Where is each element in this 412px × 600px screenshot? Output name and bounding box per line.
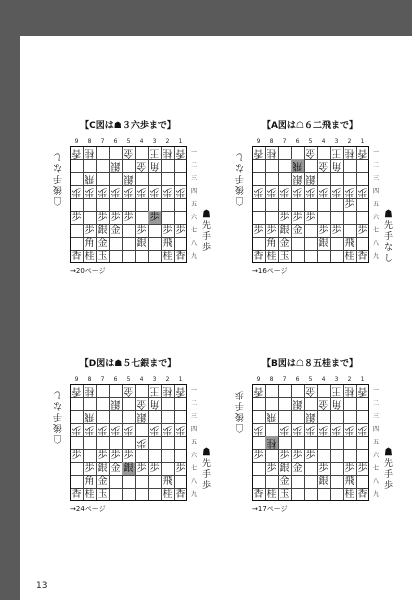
column-label: 8 xyxy=(87,138,92,145)
column-label: 6 xyxy=(295,376,300,383)
gote-piece: 歩 xyxy=(84,186,95,197)
row-label: 七 xyxy=(190,465,197,472)
sente-piece: 飛 xyxy=(162,238,173,249)
column-label: 4 xyxy=(139,376,144,383)
gote-piece: 歩 xyxy=(344,424,355,435)
row-label: 七 xyxy=(190,227,197,234)
sente-piece: 金 xyxy=(97,476,108,487)
gote-piece: 歩 xyxy=(71,186,82,197)
sente-piece: 歩 xyxy=(123,450,134,461)
sente-piece: 銀 xyxy=(136,238,147,249)
sente-piece: 桂 xyxy=(84,489,95,500)
sente-piece: 香 xyxy=(253,489,264,500)
gote-piece: 歩 xyxy=(175,424,186,435)
sente-piece: 桂 xyxy=(344,489,355,500)
gote-piece: 飛 xyxy=(266,411,277,422)
sente-piece: 玉 xyxy=(97,251,108,262)
shogi-board xyxy=(70,384,187,501)
sente-piece: 歩 xyxy=(266,225,277,236)
sente-piece: 角 xyxy=(84,238,95,249)
sente-piece: 歩 xyxy=(84,463,95,474)
gote-piece: 金 xyxy=(136,160,147,171)
sente-piece: 歩 xyxy=(149,463,160,474)
gote-piece: 桂 xyxy=(84,147,95,158)
row-label: 一 xyxy=(372,387,379,394)
row-label: 五 xyxy=(372,439,379,446)
column-label: 5 xyxy=(126,376,131,383)
column-label: 9 xyxy=(256,376,261,383)
gote-piece: 角 xyxy=(331,398,342,409)
diagram-b xyxy=(220,356,400,516)
column-label: 2 xyxy=(165,138,170,145)
row-label: 七 xyxy=(372,465,379,472)
gote-piece: 歩 xyxy=(123,424,134,435)
row-label: 八 xyxy=(372,478,379,485)
page-reference: →24ページ xyxy=(70,505,106,513)
sente-piece: 歩 xyxy=(331,225,342,236)
gote-piece: 香 xyxy=(71,147,82,158)
sente-piece: 歩 xyxy=(279,212,290,223)
sente-piece: 香 xyxy=(357,489,368,500)
sente-piece: 歩 xyxy=(253,450,264,461)
column-label: 4 xyxy=(321,138,326,145)
row-label: 三 xyxy=(190,175,197,182)
column-label: 1 xyxy=(178,376,183,383)
column-label: 8 xyxy=(269,138,274,145)
sente-piece: 銀 xyxy=(318,238,329,249)
sente-hand: ☗先手 歩 xyxy=(383,448,393,491)
sente-piece: 歩 xyxy=(97,450,108,461)
sente-piece: 香 xyxy=(357,251,368,262)
row-label: 一 xyxy=(372,149,379,156)
gote-piece: 香 xyxy=(357,147,368,158)
gote-piece: 金 xyxy=(305,147,316,158)
page-number: 13 xyxy=(36,581,48,591)
gote-piece: 歩 xyxy=(318,424,329,435)
sente-piece: 銀 xyxy=(279,463,290,474)
gote-piece: 銀 xyxy=(110,160,121,171)
row-label: 六 xyxy=(372,452,379,459)
gote-piece: 歩 xyxy=(357,186,368,197)
gote-piece: 銀 xyxy=(292,398,303,409)
row-label: 四 xyxy=(372,426,379,433)
gote-piece: 香 xyxy=(175,147,186,158)
sente-piece: 角 xyxy=(84,476,95,487)
column-label: 3 xyxy=(152,138,157,145)
gote-piece: 桂 xyxy=(162,147,173,158)
gote-piece: 歩 xyxy=(149,424,160,435)
diagram-a xyxy=(220,118,400,278)
sente-piece: 金 xyxy=(279,476,290,487)
gote-piece: 王 xyxy=(331,147,342,158)
gote-piece: 桂 xyxy=(266,147,277,158)
row-label: 九 xyxy=(190,253,197,260)
row-label: 四 xyxy=(190,426,197,433)
sente-piece: 香 xyxy=(71,251,82,262)
gote-piece: 王 xyxy=(149,147,160,158)
column-label: 2 xyxy=(347,376,352,383)
row-label: 五 xyxy=(190,439,197,446)
column-label: 5 xyxy=(126,138,131,145)
column-label: 5 xyxy=(308,138,313,145)
sente-piece: 銀 xyxy=(97,463,108,474)
row-label: 九 xyxy=(372,253,379,260)
sente-piece: 歩 xyxy=(123,212,134,223)
diagram-c xyxy=(38,118,218,278)
sente-piece: 玉 xyxy=(279,251,290,262)
sente-piece: 桂 xyxy=(162,251,173,262)
sente-piece: 桂 xyxy=(162,489,173,500)
gote-piece: 歩 xyxy=(162,186,173,197)
column-label: 6 xyxy=(295,138,300,145)
gote-hand: ☖後手 歩 xyxy=(235,389,245,432)
row-label: 二 xyxy=(372,162,379,169)
gote-piece: 飛 xyxy=(84,173,95,184)
gote-piece: 歩 xyxy=(305,186,316,197)
page-reference: →17ページ xyxy=(252,505,288,513)
diagram-title: 【D図は☗５七銀まで】 xyxy=(79,359,177,369)
sente-piece: 歩 xyxy=(253,225,264,236)
sente-piece: 銀 xyxy=(318,476,329,487)
column-label: 2 xyxy=(165,376,170,383)
sente-piece: 歩 xyxy=(266,463,277,474)
sente-piece: 飛 xyxy=(344,476,355,487)
column-label: 4 xyxy=(139,138,144,145)
last-move-piece: 飛 xyxy=(292,160,303,171)
sente-piece: 歩 xyxy=(162,225,173,236)
sente-piece: 歩 xyxy=(175,463,186,474)
sente-piece: 玉 xyxy=(279,489,290,500)
row-label: 三 xyxy=(190,413,197,420)
gote-piece: 歩 xyxy=(253,424,264,435)
gote-piece: 香 xyxy=(357,385,368,396)
column-label: 6 xyxy=(113,138,118,145)
gote-piece: 歩 xyxy=(266,186,277,197)
sente-piece: 歩 xyxy=(357,463,368,474)
sente-piece: 飛 xyxy=(344,238,355,249)
column-label: 4 xyxy=(321,376,326,383)
sente-piece: 香 xyxy=(175,489,186,500)
gote-piece: 歩 xyxy=(292,186,303,197)
gote-piece: 歩 xyxy=(110,186,121,197)
sente-piece: 歩 xyxy=(292,450,303,461)
sente-piece: 歩 xyxy=(110,450,121,461)
gote-piece: 金 xyxy=(318,160,329,171)
diagram-title: 【C図は☗３六歩まで】 xyxy=(80,121,176,131)
gote-piece: 歩 xyxy=(97,424,108,435)
sente-piece: 歩 xyxy=(71,212,82,223)
gote-hand: ☖後手 なし xyxy=(53,389,63,443)
gote-piece: 香 xyxy=(253,385,264,396)
row-label: 九 xyxy=(190,491,197,498)
gote-piece: 銀 xyxy=(136,411,147,422)
gote-piece: 王 xyxy=(149,385,160,396)
page-reference: →16ページ xyxy=(252,267,288,275)
sente-piece: 桂 xyxy=(266,251,277,262)
row-label: 五 xyxy=(190,201,197,208)
row-label: 六 xyxy=(190,452,197,459)
row-label: 三 xyxy=(372,413,379,420)
gote-piece: 銀 xyxy=(305,173,316,184)
sente-piece: 歩 xyxy=(136,225,147,236)
gote-piece: 銀 xyxy=(292,173,303,184)
sente-piece: 歩 xyxy=(175,225,186,236)
gote-piece: 歩 xyxy=(97,186,108,197)
gote-piece: 王 xyxy=(331,385,342,396)
shogi-board xyxy=(252,384,369,501)
column-label: 7 xyxy=(282,138,287,145)
sente-piece: 金 xyxy=(110,225,121,236)
column-label: 7 xyxy=(282,376,287,383)
book-page xyxy=(20,36,412,600)
gote-piece: 歩 xyxy=(331,424,342,435)
gote-piece: 金 xyxy=(136,398,147,409)
gote-piece: 歩 xyxy=(331,186,342,197)
column-label: 8 xyxy=(87,376,92,383)
gote-piece: 歩 xyxy=(292,424,303,435)
gote-piece: 桂 xyxy=(344,385,355,396)
sente-piece: 歩 xyxy=(305,212,316,223)
gote-piece: 角 xyxy=(149,160,160,171)
gote-piece: 角 xyxy=(331,160,342,171)
gote-piece: 桂 xyxy=(344,147,355,158)
sente-hand: ☗先手 歩 xyxy=(201,210,211,253)
row-label: 四 xyxy=(190,188,197,195)
gote-piece: 歩 xyxy=(318,186,329,197)
sente-piece: 歩 xyxy=(318,463,329,474)
row-label: 五 xyxy=(372,201,379,208)
sente-piece: 玉 xyxy=(97,489,108,500)
row-label: 三 xyxy=(372,175,379,182)
sente-piece: 歩 xyxy=(84,225,95,236)
gote-piece: 歩 xyxy=(110,424,121,435)
diagram-title: 【B図は☖８五桂まで】 xyxy=(262,359,358,369)
sente-piece: 歩 xyxy=(357,225,368,236)
last-move-piece: 銀 xyxy=(123,463,134,474)
column-label: 1 xyxy=(178,138,183,145)
sente-hand: ☗先手 歩 xyxy=(201,448,211,491)
gote-piece: 歩 xyxy=(279,186,290,197)
sente-piece: 金 xyxy=(292,463,303,474)
last-move-piece: 歩 xyxy=(149,212,160,223)
column-label: 1 xyxy=(360,138,365,145)
diagram-d xyxy=(38,356,218,516)
column-label: 9 xyxy=(256,138,261,145)
sente-hand: ☗先手 なし xyxy=(383,210,393,264)
column-label: 8 xyxy=(269,376,274,383)
gote-piece: 歩 xyxy=(136,186,147,197)
diagram-title: 【A図は☖６二飛まで】 xyxy=(261,121,359,131)
column-label: 3 xyxy=(152,376,157,383)
gote-piece: 歩 xyxy=(305,424,316,435)
gote-piece: 銀 xyxy=(305,411,316,422)
gote-piece: 歩 xyxy=(279,424,290,435)
sente-piece: 飛 xyxy=(162,476,173,487)
row-label: 二 xyxy=(372,400,379,407)
shogi-board xyxy=(252,146,369,263)
sente-piece: 歩 xyxy=(136,463,147,474)
gote-piece: 銀 xyxy=(110,398,121,409)
sente-piece: 歩 xyxy=(71,450,82,461)
row-label: 四 xyxy=(372,188,379,195)
row-label: 七 xyxy=(372,227,379,234)
sente-piece: 香 xyxy=(71,489,82,500)
sente-piece: 銀 xyxy=(97,225,108,236)
row-label: 六 xyxy=(372,214,379,221)
column-label: 3 xyxy=(334,376,339,383)
sente-piece: 角 xyxy=(266,238,277,249)
column-label: 7 xyxy=(100,376,105,383)
gote-piece: 香 xyxy=(253,147,264,158)
shogi-board xyxy=(70,146,187,263)
gote-hand: ☖後手 なし xyxy=(53,151,63,205)
gote-piece: 金 xyxy=(305,385,316,396)
page-reference: →20ページ xyxy=(70,267,106,275)
gote-piece: 桂 xyxy=(84,385,95,396)
row-label: 六 xyxy=(190,214,197,221)
gote-piece: 歩 xyxy=(344,186,355,197)
gote-piece: 香 xyxy=(175,385,186,396)
row-label: 八 xyxy=(372,240,379,247)
gote-piece: 金 xyxy=(123,385,134,396)
gote-piece: 歩 xyxy=(149,186,160,197)
gote-piece: 飛 xyxy=(84,411,95,422)
sente-piece: 歩 xyxy=(279,450,290,461)
column-label: 5 xyxy=(308,376,313,383)
sente-piece: 金 xyxy=(292,225,303,236)
sente-piece: 香 xyxy=(175,251,186,262)
gote-piece: 銀 xyxy=(123,173,134,184)
sente-piece: 銀 xyxy=(279,225,290,236)
gote-hand: ☖後手 なし xyxy=(235,151,245,205)
sente-piece: 歩 xyxy=(344,463,355,474)
sente-piece: 歩 xyxy=(110,212,121,223)
gote-piece: 桂 xyxy=(162,385,173,396)
row-label: 一 xyxy=(190,149,197,156)
row-label: 二 xyxy=(190,400,197,407)
sente-piece: 桂 xyxy=(344,251,355,262)
row-label: 二 xyxy=(190,162,197,169)
column-label: 9 xyxy=(74,376,79,383)
gote-piece: 歩 xyxy=(84,424,95,435)
gote-piece: 歩 xyxy=(162,424,173,435)
gote-piece: 金 xyxy=(123,147,134,158)
sente-piece: 歩 xyxy=(292,212,303,223)
sente-piece: 歩 xyxy=(305,450,316,461)
sente-piece: 金 xyxy=(97,238,108,249)
last-move-piece: 桂 xyxy=(266,437,277,448)
column-label: 1 xyxy=(360,376,365,383)
column-label: 6 xyxy=(113,376,118,383)
column-label: 3 xyxy=(334,138,339,145)
sente-piece: 歩 xyxy=(97,212,108,223)
sente-piece: 香 xyxy=(253,251,264,262)
gote-piece: 歩 xyxy=(123,186,134,197)
gote-piece: 歩 xyxy=(71,424,82,435)
sente-piece: 歩 xyxy=(344,199,355,210)
row-label: 八 xyxy=(190,240,197,247)
row-label: 九 xyxy=(372,491,379,498)
row-label: 八 xyxy=(190,478,197,485)
column-label: 2 xyxy=(347,138,352,145)
gote-piece: 香 xyxy=(71,385,82,396)
gote-piece: 歩 xyxy=(357,424,368,435)
column-label: 9 xyxy=(74,138,79,145)
sente-piece: 桂 xyxy=(84,251,95,262)
sente-piece: 金 xyxy=(279,238,290,249)
gote-piece: 金 xyxy=(318,398,329,409)
gote-piece: 角 xyxy=(149,398,160,409)
gote-piece: 歩 xyxy=(175,186,186,197)
sente-piece: 歩 xyxy=(318,225,329,236)
gote-piece: 歩 xyxy=(253,186,264,197)
sente-piece: 桂 xyxy=(266,489,277,500)
row-label: 一 xyxy=(190,387,197,394)
column-label: 7 xyxy=(100,138,105,145)
gote-piece: 歩 xyxy=(136,437,147,448)
sente-piece: 金 xyxy=(110,463,121,474)
